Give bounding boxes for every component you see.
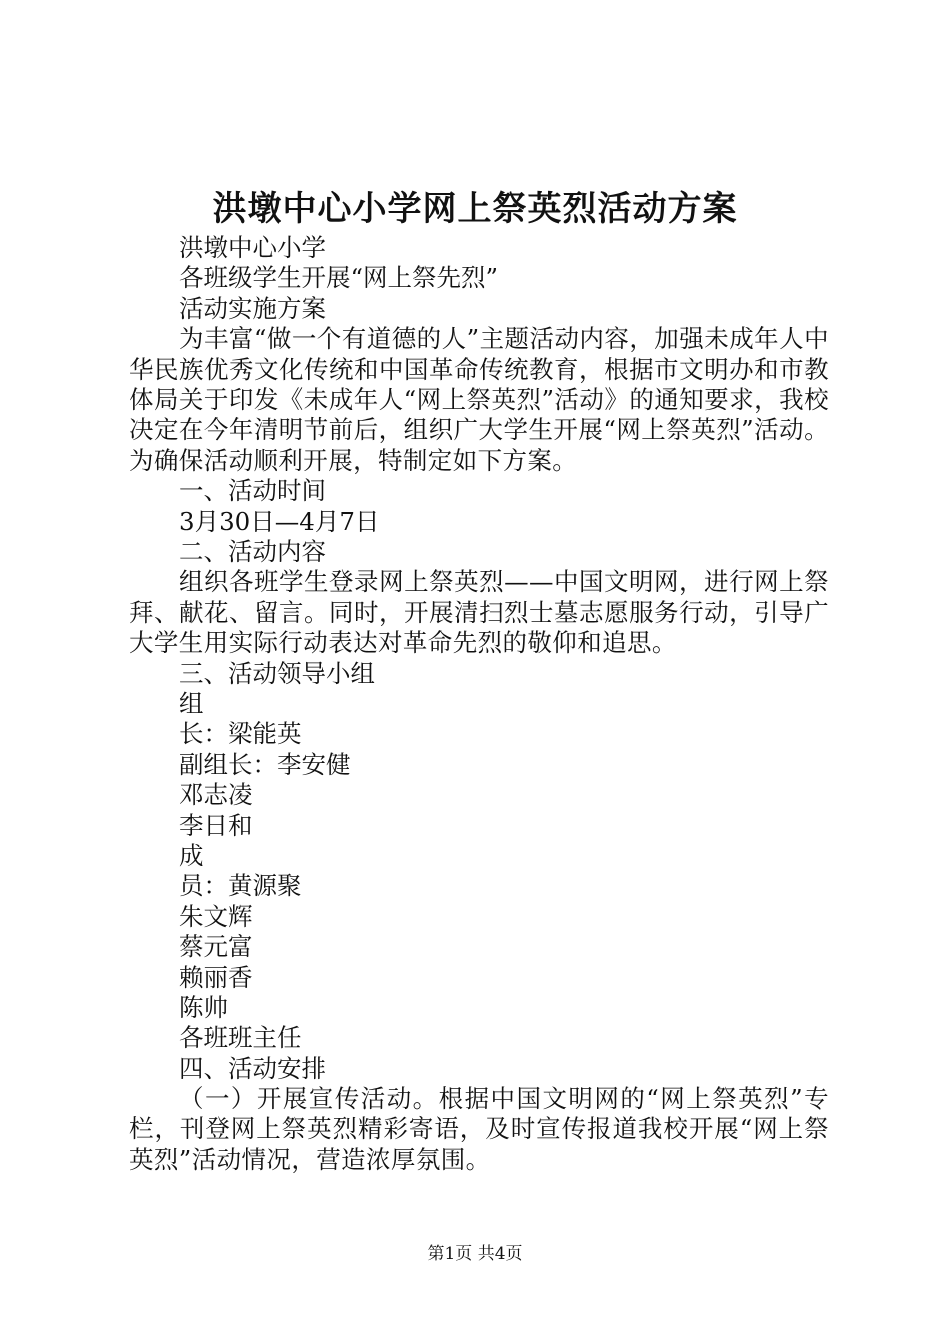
- school-name-line: 洪墩中心小学: [179, 233, 326, 262]
- group-member-line: 李日和: [179, 810, 253, 840]
- group-member-line: 长：梁能英: [179, 719, 302, 749]
- section-heading: 二、活动内容: [179, 536, 326, 566]
- arrangement-paragraph: （一）开展宣传活动。根据中国文明网的“网上祭英烈”专栏，刊登网上祭英烈精彩寄语，及时宣传报道我校开展“网上祭英烈”活动情况，营造浓厚氛围。: [129, 1084, 829, 1174]
- intro-paragraph: 为丰富“做一个有道德的人”主题活动内容，加强未成年人中华民族优秀文化传统和中国革命传统教育，根据市文明办和市教体局关于印发《未成年人“网上祭英烈”活动》的通知要求，我校决定在今年清明节前后，组织广大学生开展“网上祭英烈”活动。为确保活动顺利开展，特制定如下方案。: [129, 324, 829, 475]
- document-title: 洪墩中心小学网上祭英烈活动方案: [212, 189, 738, 229]
- group-member-line: 朱文辉: [179, 901, 253, 931]
- group-member-line: 邓志凌: [179, 780, 253, 810]
- group-member-line: 赖丽香: [179, 962, 253, 992]
- section-heading: 四、活动安排: [179, 1053, 326, 1083]
- plan-name-line: 活动实施方案: [179, 293, 326, 323]
- group-member-line: 陈帅: [179, 992, 228, 1022]
- activity-time: 3月30日—4月7日: [179, 506, 380, 536]
- page-number-footer: 第1页 共4页: [427, 1244, 523, 1264]
- activity-content-paragraph: 组织各班学生登录网上祭英烈——中国文明网，进行网上祭拜、献花、留言。同时，开展清扫烈士墓志愿服务行动，引导广大学生用实际行动表达对革命先烈的敬仰和追思。: [129, 567, 829, 658]
- document-body: [129, 233, 829, 1175]
- group-member-line: 组: [179, 688, 204, 718]
- group-member-line: 成: [179, 840, 204, 870]
- section-heading: 三、活动领导小组: [179, 658, 375, 688]
- group-member-line: 员：黄源聚: [179, 871, 302, 901]
- group-member-line: 副组长：李安健: [179, 749, 351, 779]
- subtitle-line: 各班级学生开展“网上祭先烈”: [179, 263, 499, 293]
- group-member-line: 蔡元富: [179, 932, 253, 962]
- group-member-line: 各班班主任: [179, 1023, 302, 1053]
- section-heading: 一、活动时间: [179, 476, 326, 506]
